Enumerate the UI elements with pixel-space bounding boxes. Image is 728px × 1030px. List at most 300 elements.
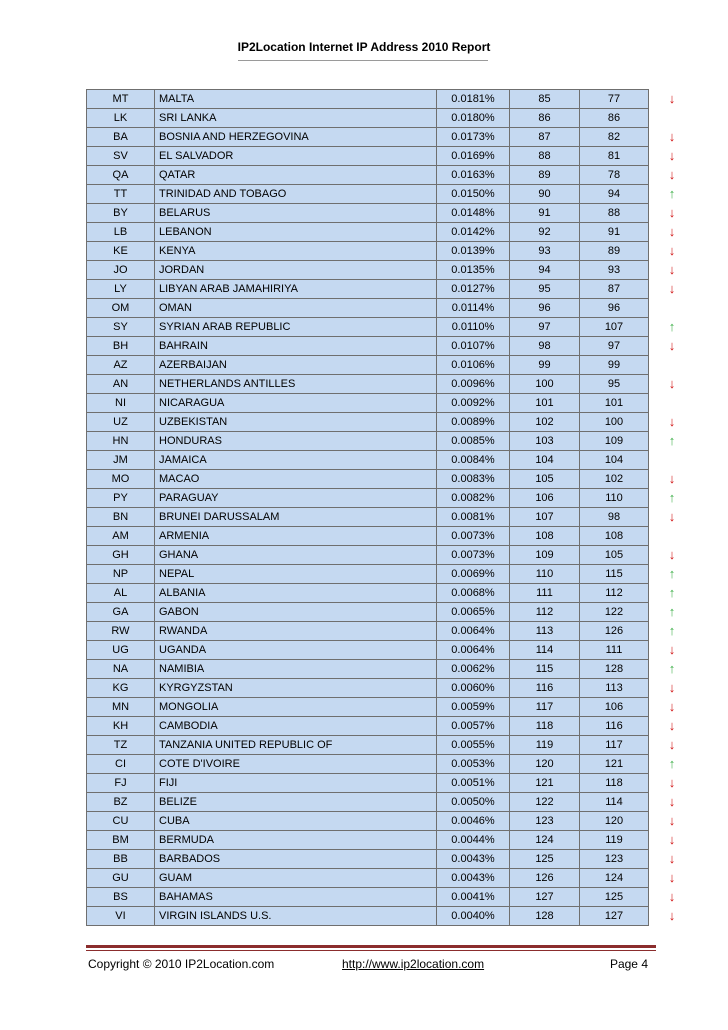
- rank-2010-cell: 92: [510, 223, 580, 242]
- rank-2010-cell: 118: [510, 717, 580, 736]
- country-name-cell: QATAR: [155, 166, 437, 185]
- country-code-cell: KE: [87, 242, 155, 261]
- arrow-up-icon: ↑: [668, 186, 676, 201]
- percentage-cell: 0.0043%: [437, 850, 510, 869]
- rank-2009-cell: 115: [580, 565, 649, 584]
- rank-2010-cell: 125: [510, 850, 580, 869]
- rank-2010-cell: 122: [510, 793, 580, 812]
- table-row: [87, 679, 649, 698]
- arrow-up-icon: ↑: [668, 585, 676, 600]
- arrow-down-icon: ↓: [668, 205, 676, 220]
- table-row: [87, 508, 649, 527]
- percentage-cell: 0.0083%: [437, 470, 510, 489]
- rank-2009-cell: 126: [580, 622, 649, 641]
- trend-none: [660, 108, 684, 127]
- country-name-cell: BERMUDA: [155, 831, 437, 850]
- percentage-cell: 0.0135%: [437, 261, 510, 280]
- percentage-cell: 0.0081%: [437, 508, 510, 527]
- arrow-down-icon: ↓: [668, 471, 676, 486]
- arrow-down-icon: ↓: [668, 718, 676, 733]
- table-row: [87, 812, 649, 831]
- rank-2009-cell: 96: [580, 299, 649, 318]
- percentage-cell: 0.0089%: [437, 413, 510, 432]
- arrow-down-icon: ↓: [668, 547, 676, 562]
- table-row: [87, 907, 649, 926]
- rank-2010-cell: 101: [510, 394, 580, 413]
- percentage-cell: 0.0064%: [437, 641, 510, 660]
- table-row: [87, 565, 649, 584]
- rank-2009-cell: 78: [580, 166, 649, 185]
- rank-2009-cell: 110: [580, 489, 649, 508]
- country-code-cell: CU: [87, 812, 155, 831]
- country-code-cell: BM: [87, 831, 155, 850]
- rank-2009-cell: 94: [580, 185, 649, 204]
- country-code-cell: TZ: [87, 736, 155, 755]
- table-row: [87, 432, 649, 451]
- country-name-cell: SYRIAN ARAB REPUBLIC: [155, 318, 437, 337]
- country-name-cell: KYRGYZSTAN: [155, 679, 437, 698]
- table-row: [87, 546, 649, 565]
- table-row: [87, 489, 649, 508]
- arrow-down-icon: ↓: [668, 908, 676, 923]
- country-name-cell: JAMAICA: [155, 451, 437, 470]
- arrow-down-icon: ↓: [668, 148, 676, 163]
- percentage-cell: 0.0062%: [437, 660, 510, 679]
- trend-none: [660, 393, 684, 412]
- rank-2010-cell: 86: [510, 109, 580, 128]
- trend-none: [660, 450, 684, 469]
- arrow-down-icon: ↓: [668, 129, 676, 144]
- arrow-down-icon: ↓: [668, 281, 676, 296]
- country-name-cell: JORDAN: [155, 261, 437, 280]
- rank-2009-cell: 105: [580, 546, 649, 565]
- rank-2010-cell: 90: [510, 185, 580, 204]
- country-name-cell: NICARAGUA: [155, 394, 437, 413]
- rank-2009-cell: 117: [580, 736, 649, 755]
- rank-2010-cell: 100: [510, 375, 580, 394]
- country-code-cell: NA: [87, 660, 155, 679]
- table-row: [87, 717, 649, 736]
- rank-2010-cell: 116: [510, 679, 580, 698]
- percentage-cell: 0.0106%: [437, 356, 510, 375]
- percentage-cell: 0.0150%: [437, 185, 510, 204]
- percentage-cell: 0.0092%: [437, 394, 510, 413]
- country-name-cell: LIBYAN ARAB JAMAHIRIYA: [155, 280, 437, 299]
- country-name-cell: BELARUS: [155, 204, 437, 223]
- arrow-down-icon: ↓: [668, 414, 676, 429]
- country-name-cell: MONGOLIA: [155, 698, 437, 717]
- table-row: [87, 261, 649, 280]
- country-name-cell: ALBANIA: [155, 584, 437, 603]
- rank-2009-cell: 128: [580, 660, 649, 679]
- country-code-cell: BY: [87, 204, 155, 223]
- rank-2010-cell: 91: [510, 204, 580, 223]
- arrow-down-icon: ↓: [668, 91, 676, 106]
- country-ranking-table: [86, 89, 649, 926]
- country-code-cell: LK: [87, 109, 155, 128]
- country-name-cell: AZERBAIJAN: [155, 356, 437, 375]
- percentage-cell: 0.0085%: [437, 432, 510, 451]
- page-number: Page 4: [609, 957, 648, 971]
- table-row: [87, 660, 649, 679]
- arrow-down-icon: ↓: [668, 794, 676, 809]
- rank-2010-cell: 106: [510, 489, 580, 508]
- country-name-cell: UGANDA: [155, 641, 437, 660]
- country-code-cell: JO: [87, 261, 155, 280]
- country-name-cell: BOSNIA AND HERZEGOVINA: [155, 128, 437, 147]
- rank-2010-cell: 89: [510, 166, 580, 185]
- table-row: [87, 375, 649, 394]
- arrow-up-icon: ↑: [668, 566, 676, 581]
- rank-2009-cell: 122: [580, 603, 649, 622]
- table-row: [87, 470, 649, 489]
- rank-2009-cell: 81: [580, 147, 649, 166]
- rank-2010-cell: 111: [510, 584, 580, 603]
- country-code-cell: CI: [87, 755, 155, 774]
- arrow-down-icon: ↓: [668, 376, 676, 391]
- country-name-cell: GHANA: [155, 546, 437, 565]
- table-row: [87, 109, 649, 128]
- table-body: [87, 90, 649, 926]
- rank-2010-cell: 95: [510, 280, 580, 299]
- country-code-cell: GH: [87, 546, 155, 565]
- copyright-text: Copyright © 2010 IP2Location.com: [88, 957, 275, 971]
- table-row: [87, 584, 649, 603]
- country-code-cell: OM: [87, 299, 155, 318]
- rank-2009-cell: 95: [580, 375, 649, 394]
- rank-2010-cell: 107: [510, 508, 580, 527]
- percentage-cell: 0.0173%: [437, 128, 510, 147]
- country-code-cell: PY: [87, 489, 155, 508]
- percentage-cell: 0.0041%: [437, 888, 510, 907]
- footer-rule-thin: [86, 950, 656, 951]
- rank-2009-cell: 97: [580, 337, 649, 356]
- country-code-cell: BZ: [87, 793, 155, 812]
- percentage-cell: 0.0139%: [437, 242, 510, 261]
- rank-2010-cell: 108: [510, 527, 580, 546]
- percentage-cell: 0.0096%: [437, 375, 510, 394]
- country-name-cell: LEBANON: [155, 223, 437, 242]
- rank-2009-cell: 86: [580, 109, 649, 128]
- country-code-cell: AM: [87, 527, 155, 546]
- arrow-down-icon: ↓: [668, 680, 676, 695]
- country-name-cell: BARBADOS: [155, 850, 437, 869]
- rank-2009-cell: 114: [580, 793, 649, 812]
- table-row: [87, 280, 649, 299]
- country-code-cell: MT: [87, 90, 155, 109]
- rank-2010-cell: 113: [510, 622, 580, 641]
- rank-2009-cell: 100: [580, 413, 649, 432]
- country-code-cell: JM: [87, 451, 155, 470]
- percentage-cell: 0.0053%: [437, 755, 510, 774]
- arrow-down-icon: ↓: [668, 262, 676, 277]
- country-code-cell: QA: [87, 166, 155, 185]
- rank-2010-cell: 104: [510, 451, 580, 470]
- trend-none: [660, 526, 684, 545]
- country-code-cell: LB: [87, 223, 155, 242]
- arrow-down-icon: ↓: [668, 775, 676, 790]
- rank-2009-cell: 98: [580, 508, 649, 527]
- rank-2010-cell: 124: [510, 831, 580, 850]
- rank-2010-cell: 98: [510, 337, 580, 356]
- table-row: [87, 793, 649, 812]
- country-name-cell: NAMIBIA: [155, 660, 437, 679]
- rank-2010-cell: 123: [510, 812, 580, 831]
- country-code-cell: MO: [87, 470, 155, 489]
- table-row: [87, 850, 649, 869]
- country-name-cell: SRI LANKA: [155, 109, 437, 128]
- arrow-down-icon: ↓: [668, 167, 676, 182]
- trend-none: [660, 355, 684, 374]
- table-row: [87, 337, 649, 356]
- arrow-down-icon: ↓: [668, 870, 676, 885]
- table-row: [87, 603, 649, 622]
- country-name-cell: FIJI: [155, 774, 437, 793]
- rank-2009-cell: 102: [580, 470, 649, 489]
- country-code-cell: BB: [87, 850, 155, 869]
- country-code-cell: VI: [87, 907, 155, 926]
- rank-2009-cell: 93: [580, 261, 649, 280]
- percentage-cell: 0.0127%: [437, 280, 510, 299]
- arrow-up-icon: ↑: [668, 661, 676, 676]
- rank-2009-cell: 124: [580, 869, 649, 888]
- percentage-cell: 0.0044%: [437, 831, 510, 850]
- percentage-cell: 0.0065%: [437, 603, 510, 622]
- country-name-cell: MALTA: [155, 90, 437, 109]
- country-code-cell: KG: [87, 679, 155, 698]
- arrow-down-icon: ↓: [668, 851, 676, 866]
- country-code-cell: KH: [87, 717, 155, 736]
- country-name-cell: UZBEKISTAN: [155, 413, 437, 432]
- rank-2010-cell: 110: [510, 565, 580, 584]
- country-name-cell: GABON: [155, 603, 437, 622]
- country-name-cell: BAHRAIN: [155, 337, 437, 356]
- percentage-cell: 0.0060%: [437, 679, 510, 698]
- table-row: [87, 698, 649, 717]
- country-name-cell: TRINIDAD AND TOBAGO: [155, 185, 437, 204]
- website-link[interactable]: http://www.ip2location.com: [342, 957, 485, 971]
- arrow-up-icon: ↑: [668, 319, 676, 334]
- table-row: [87, 242, 649, 261]
- rank-2009-cell: 118: [580, 774, 649, 793]
- rank-2010-cell: 105: [510, 470, 580, 489]
- percentage-cell: 0.0163%: [437, 166, 510, 185]
- page-title: IP2Location Internet IP Address 2010 Report: [237, 40, 491, 54]
- rank-2009-cell: 106: [580, 698, 649, 717]
- country-code-cell: UG: [87, 641, 155, 660]
- arrow-up-icon: ↑: [668, 490, 676, 505]
- rank-2009-cell: 108: [580, 527, 649, 546]
- percentage-cell: 0.0068%: [437, 584, 510, 603]
- rank-2010-cell: 115: [510, 660, 580, 679]
- country-code-cell: SY: [87, 318, 155, 337]
- rank-2010-cell: 112: [510, 603, 580, 622]
- country-code-cell: GU: [87, 869, 155, 888]
- arrow-down-icon: ↓: [668, 889, 676, 904]
- country-name-cell: CAMBODIA: [155, 717, 437, 736]
- table-row: [87, 394, 649, 413]
- country-code-cell: AN: [87, 375, 155, 394]
- percentage-cell: 0.0114%: [437, 299, 510, 318]
- country-code-cell: LY: [87, 280, 155, 299]
- table-row: [87, 185, 649, 204]
- table-row: [87, 888, 649, 907]
- arrow-up-icon: ↑: [668, 756, 676, 771]
- percentage-cell: 0.0059%: [437, 698, 510, 717]
- percentage-cell: 0.0040%: [437, 907, 510, 926]
- percentage-cell: 0.0057%: [437, 717, 510, 736]
- table-row: [87, 641, 649, 660]
- country-code-cell: FJ: [87, 774, 155, 793]
- footer-rule-thick: [86, 945, 656, 948]
- country-code-cell: BA: [87, 128, 155, 147]
- country-name-cell: HONDURAS: [155, 432, 437, 451]
- country-code-cell: BN: [87, 508, 155, 527]
- rank-2009-cell: 113: [580, 679, 649, 698]
- country-code-cell: BS: [87, 888, 155, 907]
- country-code-cell: UZ: [87, 413, 155, 432]
- rank-2010-cell: 102: [510, 413, 580, 432]
- percentage-cell: 0.0055%: [437, 736, 510, 755]
- rank-2009-cell: 91: [580, 223, 649, 242]
- table-row: [87, 755, 649, 774]
- percentage-cell: 0.0064%: [437, 622, 510, 641]
- arrow-down-icon: ↓: [668, 737, 676, 752]
- rank-2010-cell: 109: [510, 546, 580, 565]
- percentage-cell: 0.0181%: [437, 90, 510, 109]
- arrow-down-icon: ↓: [668, 338, 676, 353]
- rank-2010-cell: 87: [510, 128, 580, 147]
- table-row: [87, 204, 649, 223]
- arrow-down-icon: ↓: [668, 243, 676, 258]
- table-row: [87, 622, 649, 641]
- arrow-down-icon: ↓: [668, 699, 676, 714]
- country-code-cell: AL: [87, 584, 155, 603]
- table-row: [87, 166, 649, 185]
- percentage-cell: 0.0073%: [437, 527, 510, 546]
- rank-2010-cell: 114: [510, 641, 580, 660]
- rank-2009-cell: 111: [580, 641, 649, 660]
- rank-2009-cell: 107: [580, 318, 649, 337]
- rank-2009-cell: 127: [580, 907, 649, 926]
- arrow-down-icon: ↓: [668, 642, 676, 657]
- country-name-cell: VIRGIN ISLANDS U.S.: [155, 907, 437, 926]
- rank-2009-cell: 77: [580, 90, 649, 109]
- title-underline: [238, 60, 488, 61]
- country-name-cell: NEPAL: [155, 565, 437, 584]
- country-name-cell: CUBA: [155, 812, 437, 831]
- table-row: [87, 356, 649, 375]
- table-row: [87, 223, 649, 242]
- rank-2009-cell: 88: [580, 204, 649, 223]
- country-name-cell: BRUNEI DARUSSALAM: [155, 508, 437, 527]
- rank-2009-cell: 99: [580, 356, 649, 375]
- rank-2009-cell: 109: [580, 432, 649, 451]
- percentage-cell: 0.0180%: [437, 109, 510, 128]
- rank-2010-cell: 103: [510, 432, 580, 451]
- rank-2010-cell: 127: [510, 888, 580, 907]
- country-name-cell: GUAM: [155, 869, 437, 888]
- country-name-cell: TANZANIA UNITED REPUBLIC OF: [155, 736, 437, 755]
- rank-2009-cell: 87: [580, 280, 649, 299]
- rank-2010-cell: 85: [510, 90, 580, 109]
- table-row: [87, 451, 649, 470]
- country-name-cell: MACAO: [155, 470, 437, 489]
- table-row: [87, 413, 649, 432]
- arrow-down-icon: ↓: [668, 832, 676, 847]
- country-code-cell: NI: [87, 394, 155, 413]
- arrow-down-icon: ↓: [668, 509, 676, 524]
- table-row: [87, 90, 649, 109]
- rank-2010-cell: 97: [510, 318, 580, 337]
- rank-2009-cell: 121: [580, 755, 649, 774]
- table-row: [87, 318, 649, 337]
- percentage-cell: 0.0110%: [437, 318, 510, 337]
- percentage-cell: 0.0046%: [437, 812, 510, 831]
- percentage-cell: 0.0051%: [437, 774, 510, 793]
- rank-2010-cell: 88: [510, 147, 580, 166]
- country-code-cell: GA: [87, 603, 155, 622]
- rank-2009-cell: 89: [580, 242, 649, 261]
- rank-2009-cell: 116: [580, 717, 649, 736]
- trend-none: [660, 298, 684, 317]
- rank-2010-cell: 93: [510, 242, 580, 261]
- country-code-cell: TT: [87, 185, 155, 204]
- arrow-down-icon: ↓: [668, 813, 676, 828]
- arrow-up-icon: ↑: [668, 623, 676, 638]
- country-name-cell: RWANDA: [155, 622, 437, 641]
- table-row: [87, 299, 649, 318]
- rank-2010-cell: 119: [510, 736, 580, 755]
- country-code-cell: SV: [87, 147, 155, 166]
- country-name-cell: COTE D'IVOIRE: [155, 755, 437, 774]
- rank-2010-cell: 117: [510, 698, 580, 717]
- country-code-cell: RW: [87, 622, 155, 641]
- country-name-cell: ARMENIA: [155, 527, 437, 546]
- percentage-cell: 0.0069%: [437, 565, 510, 584]
- country-name-cell: BAHAMAS: [155, 888, 437, 907]
- arrow-down-icon: ↓: [668, 224, 676, 239]
- country-name-cell: KENYA: [155, 242, 437, 261]
- rank-2010-cell: 120: [510, 755, 580, 774]
- rank-2010-cell: 96: [510, 299, 580, 318]
- country-name-cell: BELIZE: [155, 793, 437, 812]
- percentage-cell: 0.0107%: [437, 337, 510, 356]
- arrow-up-icon: ↑: [668, 433, 676, 448]
- rank-2009-cell: 104: [580, 451, 649, 470]
- country-name-cell: NETHERLANDS ANTILLES: [155, 375, 437, 394]
- percentage-cell: 0.0142%: [437, 223, 510, 242]
- table-row: [87, 147, 649, 166]
- country-name-cell: OMAN: [155, 299, 437, 318]
- country-name-cell: EL SALVADOR: [155, 147, 437, 166]
- rank-2009-cell: 120: [580, 812, 649, 831]
- table-row: [87, 736, 649, 755]
- arrow-up-icon: ↑: [668, 604, 676, 619]
- country-code-cell: AZ: [87, 356, 155, 375]
- rank-2009-cell: 82: [580, 128, 649, 147]
- percentage-cell: 0.0084%: [437, 451, 510, 470]
- rank-2009-cell: 123: [580, 850, 649, 869]
- table-row: [87, 774, 649, 793]
- rank-2010-cell: 128: [510, 907, 580, 926]
- percentage-cell: 0.0050%: [437, 793, 510, 812]
- table-row: [87, 128, 649, 147]
- country-code-cell: MN: [87, 698, 155, 717]
- country-code-cell: HN: [87, 432, 155, 451]
- rank-2009-cell: 101: [580, 394, 649, 413]
- table-row: [87, 831, 649, 850]
